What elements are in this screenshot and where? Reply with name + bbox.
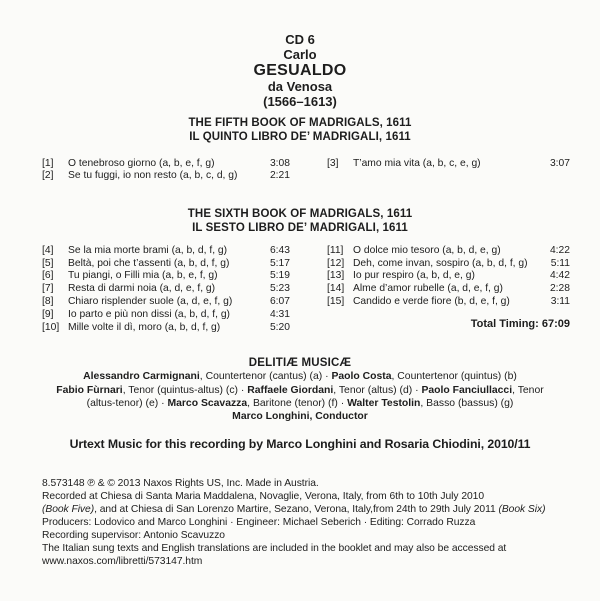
track-row: [42, 270, 290, 283]
cd-number: CD 6: [285, 32, 315, 47]
track-time: 3:11: [550, 295, 570, 307]
book-five-tracklist: [0, 158, 600, 184]
text-line: [42, 529, 572, 542]
text-line: [42, 516, 572, 529]
emphasized-text: Walter Testolin: [347, 397, 421, 409]
book-five-tracklist-left-column: [42, 158, 290, 184]
track-title: Mille volte il dì, moro (a, b, d, f, g): [68, 321, 221, 333]
track-time: 5:23: [269, 283, 290, 295]
track-time: 5:20: [269, 321, 290, 333]
track-row: [42, 245, 290, 258]
track-time: 3:07: [549, 157, 570, 169]
book-six-right-track-rows: [327, 245, 570, 309]
text-segment: 8.573148 ℗ & © 2013 Naxos Rights US, Inc. Made in Austria.: [42, 477, 319, 489]
publication-notes: [0, 477, 600, 569]
text-line: [0, 397, 600, 410]
text-line: [42, 477, 572, 490]
text-segment: , Basso (bassus) (g): [420, 397, 514, 409]
composer-suffix: da Venosa: [267, 79, 333, 94]
track-number: [3]: [327, 157, 339, 169]
track-title: Resta di darmi noia (a, d, e, f, g): [68, 283, 216, 295]
track-title: Alme d’amor rubelle (a, d, e, f, g): [353, 283, 503, 295]
track-row: [327, 270, 570, 283]
track-title: Candido e verde fiore (b, d, e, f, g): [353, 295, 510, 307]
text-segment: , Baritone (tenor) (f) ·: [247, 397, 348, 409]
track-title: Io parto e più non dissi (a, b, d, f, g): [68, 308, 230, 320]
track-number: [6]: [42, 270, 54, 282]
track-row: [42, 158, 290, 171]
track-row: [327, 158, 570, 171]
album-header: [0, 32, 600, 109]
book-five-tracklist-right-column: [327, 158, 570, 184]
track-number: [1]: [42, 157, 54, 169]
text-segment: (Book Five): [42, 503, 95, 515]
track-row: [327, 258, 570, 271]
track-number: [13]: [327, 270, 345, 282]
track-title: Se la mia morte brami (a, b, d, f, g): [68, 244, 228, 256]
text-segment: , Countertenor (quintus) (b): [391, 371, 517, 383]
track-time: 6:43: [269, 244, 290, 256]
book-six-section: [0, 208, 600, 334]
track-title: O dolce mio tesoro (a, b, d, e, g): [353, 244, 501, 256]
track-title: O tenebroso giorno (a, b, e, f, g): [68, 157, 215, 169]
text-segment: www.naxos.com/libretti/573147.htm: [42, 556, 203, 568]
emphasized-text: Marco Longhini, Conductor: [232, 411, 368, 423]
track-number: [14]: [327, 283, 345, 295]
track-title: Io pur respiro (a, b, d, e, g): [353, 270, 475, 282]
text-line: [42, 490, 572, 503]
ensemble-name: DELITIÆ MUSICÆ: [248, 357, 352, 370]
text-segment: , and at Chiesa di San Lorenzo Martire, Sezano, Verona, Italy,from 24th to 29th July 2011: [94, 503, 499, 515]
track-row: [42, 170, 290, 183]
track-time: 5:17: [269, 257, 290, 269]
track-row: [327, 296, 570, 309]
text-line: [0, 410, 600, 423]
track-row: [42, 258, 290, 271]
track-row: [42, 309, 290, 322]
urtext-note: Urtext Music for this recording by Marco Longhini and Rosaria Chiodini, 2010/11: [69, 436, 531, 451]
track-time: 2:21: [269, 170, 290, 182]
book-six-title-english: THE SIXTH BOOK OF MADRIGALS, 1611: [187, 208, 413, 221]
track-number: [5]: [42, 257, 54, 269]
total-timing: Total Timing: 67:09: [470, 317, 570, 330]
book-six-title: [0, 208, 600, 236]
track-number: [2]: [42, 170, 54, 182]
ensemble-section: [0, 356, 600, 423]
track-number: [7]: [42, 283, 54, 295]
text-line: [0, 370, 600, 383]
track-time: 5:11: [550, 257, 570, 269]
track-title: Tu piangi, o Filli mia (a, b, e, f, g): [68, 270, 218, 282]
track-title: Deh, come invan, sospiro (a, b, d, f, g): [353, 257, 528, 269]
track-time: 2:28: [549, 283, 570, 295]
text-segment: (altus-tenor) (e) ·: [86, 397, 168, 409]
book-five-title-italian: IL QUINTO LIBRO DE’ MADRIGALI, 1611: [189, 130, 411, 143]
text-segment: , Tenor (altus) (d) ·: [333, 384, 422, 396]
track-time: 4:42: [549, 270, 570, 282]
emphasized-text: Alessandro Carmignani: [83, 371, 200, 383]
book-five-title: [0, 117, 600, 145]
text-segment: , Tenor: [512, 384, 544, 396]
text-segment: Recorded at Chiesa di Santa Maria Maddalena, Novaglie, Verona, Italy, from 6th to 10th July 2010: [42, 490, 485, 502]
book-six-tracklist: [0, 245, 600, 335]
text-segment: Recording supervisor: Antonio Scavuzzo: [42, 529, 225, 541]
track-number: [12]: [327, 257, 345, 269]
emphasized-text: Paolo Costa: [331, 371, 392, 383]
book-six-title-italian: IL SESTO LIBRO DE’ MADRIGALI, 1611: [192, 221, 408, 234]
track-number: [15]: [327, 295, 345, 307]
track-time: 4:31: [269, 308, 290, 320]
book-six-tracklist-right-column: [327, 245, 570, 335]
track-time: 3:08: [269, 157, 290, 169]
emphasized-text: Raffaele Giordani: [247, 384, 334, 396]
track-title: T’amo mia vita (a, b, c, e, g): [353, 157, 481, 169]
track-title: Chiaro risplender suole (a, d, e, f, g): [68, 295, 233, 307]
track-number: [8]: [42, 295, 54, 307]
composer-last-name: GESUALDO: [253, 62, 347, 79]
track-row: [42, 296, 290, 309]
track-number: [9]: [42, 308, 54, 320]
emphasized-text: Marco Scavazza: [167, 397, 248, 409]
book-six-tracklist-left-column: [42, 245, 290, 335]
track-time: 6:07: [269, 295, 290, 307]
book-five-title-english: THE FIFTH BOOK OF MADRIGALS, 1611: [188, 117, 412, 129]
book-five-section: [0, 117, 600, 183]
text-segment: , Tenor (quintus-altus) (c) ·: [122, 384, 248, 396]
emphasized-text: Paolo Fanciullacci: [421, 384, 513, 396]
ensemble-performer-lines: [0, 370, 600, 423]
composer-first-name: Carlo: [283, 47, 317, 62]
text-line: [42, 555, 572, 568]
track-title: Se tu fuggi, io non resto (a, b, c, d, g): [68, 170, 238, 182]
composer-dates: (1566–1613): [263, 94, 337, 109]
track-row: [327, 283, 570, 296]
text-segment: (Book Six): [498, 503, 546, 515]
track-row: [42, 283, 290, 296]
text-line: [0, 384, 600, 397]
track-number: [11]: [327, 244, 344, 256]
track-number: [10]: [42, 321, 60, 333]
text-segment: Producers: Lodovico and Marco Longhini · Engineer: Michael Seberich · Editing: Corrado Ruzza: [42, 516, 476, 528]
track-row: [327, 245, 570, 258]
track-time: 5:19: [269, 270, 290, 282]
text-segment: The Italian sung texts and English translations are included in the booklet and may also be accessed at: [42, 543, 507, 555]
track-title: Beltà, poi che t’assenti (a, b, d, f, g): [68, 257, 230, 269]
emphasized-text: Fabio Fùrnari: [56, 384, 123, 396]
track-number: [4]: [42, 244, 54, 256]
text-line: [42, 503, 572, 516]
track-row: [42, 322, 290, 335]
text-line: [42, 542, 572, 555]
track-time: 4:22: [549, 244, 570, 256]
text-segment: , Countertenor (cantus) (a) ·: [199, 371, 332, 383]
